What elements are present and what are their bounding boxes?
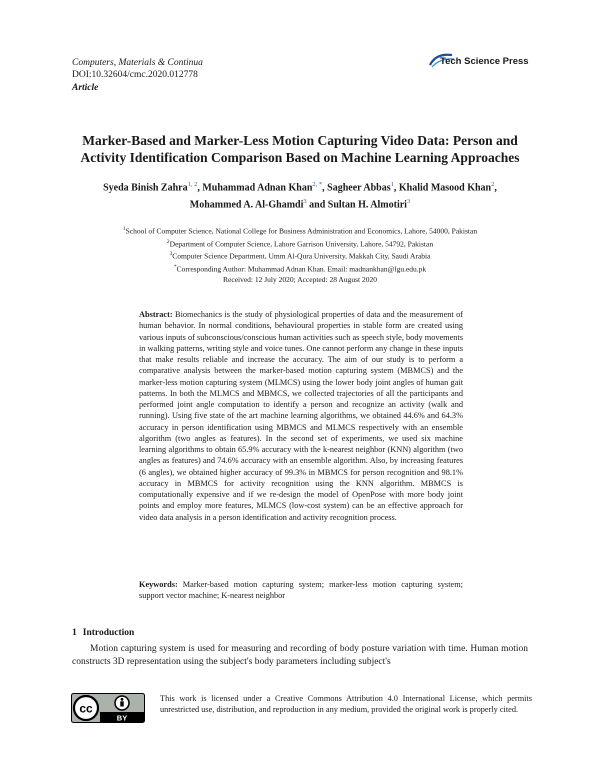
journal-name: Computers, Materials & Continua (72, 58, 203, 68)
paper-title: Marker-Based and Marker-Less Motion Capturing Video Data: Person and Activity Identification Comparison Based on Machine Learning Approaches (80, 133, 520, 165)
author-separator: , (494, 182, 497, 194)
author-separator: , (197, 182, 203, 194)
license-text: This work is licensed under a Creative Commons Attribution 4.0 International License, which permits unrestricted use, distribution, and reproduction in any medium, provided the original work is properly cited. (160, 694, 532, 714)
author-name: Muhammad Adnan Khan (202, 182, 313, 194)
publisher-logo (426, 52, 534, 72)
author-affiliation-mark: 1, 2 (187, 181, 198, 188)
affiliation-text: Computer Science Department, Umm Al-Qura University, Makkah City, Saudi Arabia (172, 251, 431, 261)
received-dates: Received: 12 July 2020; Accepted: 28 August 2020 (223, 275, 377, 284)
keywords (139, 579, 463, 602)
affiliation-mark: * (173, 263, 177, 270)
cc-by-license-icon[interactable] (71, 693, 145, 723)
affiliation-text: Corresponding Author: Muhammad Adnan Khan. Email: madnankhan@lgu.edu.pk (176, 264, 427, 273)
author-separator: , (322, 182, 328, 194)
author-affiliation-mark: 2 (491, 181, 495, 188)
affiliation-line (70, 237, 530, 250)
affiliation-mark: 1 (122, 226, 126, 232)
author-separator: , (393, 182, 399, 194)
author-separator: and (306, 199, 328, 211)
keywords-label: Keywords: (139, 580, 178, 589)
article-type: Article (72, 83, 99, 93)
affiliation-line (70, 224, 530, 237)
author-list (60, 178, 540, 213)
affiliation-mark: 2 (166, 238, 170, 245)
affiliation-line (70, 249, 530, 262)
keywords-text: Marker-based motion capturing system; marker-less motion capturing system; support vector machine; K-nearest neighbor (139, 580, 463, 601)
author-name: Sultan H. Almotiri (327, 199, 407, 211)
affiliation-text: School of Computer Science, National College for Business Administration and Economics, Lahore, 54000, Pakistan (125, 226, 478, 236)
publisher-name: Tech Science Press (440, 56, 529, 67)
section-number: 1 (72, 628, 77, 638)
author-affiliation-mark: 3 (303, 198, 307, 206)
doi: DOI:10.32604/cmc.2020.012778 (72, 70, 198, 80)
cc-badge-by: BY (116, 713, 128, 723)
intro-text: Motion capturing system is used for measuring and recording of body posture variation with time. Human motion constructs 3D representation using the subject's body parameters including subject's (72, 644, 528, 667)
author-name: Khalid Masood Khan (398, 182, 492, 194)
affiliation-line (70, 262, 530, 275)
cc-badge-cc: cc (79, 701, 93, 716)
abstract (139, 309, 463, 523)
section-title: Introduction (82, 628, 135, 638)
affiliations (70, 224, 530, 285)
author-name: Mohammed A. Al-Ghamdi (189, 199, 304, 211)
author-affiliation-mark: 3 (406, 198, 411, 206)
affiliation-text: Department of Computer Science, Lahore Garrison University, Lahore, 54792, Pakistan (169, 239, 434, 248)
author-name: Syeda Binish Zahra (103, 182, 188, 194)
abstract-text: Biomechanics is the study of physiological properties of data and the measurement of human behavior. In normal conditions, behavioural properties in stable form are created using various inputs of subconscious/conscious human activities such as speech style, body movements in walking patterns, writing style and voice tunes. One cannot perform any change in these inputs that make results reliable and increase the accuracy. The aim of our study is to perform a comparative analysis between the marker-based motion capturing system (MBMCS) and the marker-less motion capturing system (MLMCS) using the lower body joint angles of human gait patterns. In both the MLMCS and MBMCS, we collected trajectories of all the participants and performed joint angle computation to identify a person and recognize an activity (walk and running). Using five state of the art machine learning algorithms, we obtained 44.6% and 64.3% accuracy in person identification using MBMCS and MLMCS respectively with an ensemble algorithm (two angles as features). In the second set of experiments, we used six machine learning algorithms to obtain 65.9% accuracy with the k-nearest neighbor (KNN) algorithm (two angles as features) and 74.6% accuracy with an ensemble algorithm. Also, by increasing features (6 angles), we obtained higher accuracy of 99.3% in MBMCS for person recognition and 98.1% accuracy in MBMCS for activity recognition using the KNN algorithm. MBMCS is computationally expensive and if we re-design the model of OpenPose with more body joint points and employ more features, MLMCS (low-cost system) can be an effective approach for video data analysis in a person identification and activity recognition process. (139, 310, 464, 522)
section-heading (72, 628, 134, 638)
affiliation-mark: 3 (169, 251, 173, 257)
author-affiliation-mark: 1 (390, 181, 394, 188)
author-affiliation-mark: 2, * (312, 181, 323, 188)
intro-paragraph (72, 643, 528, 669)
author-name: Sagheer Abbas (327, 182, 391, 194)
abstract-label: Abstract: (139, 310, 173, 319)
